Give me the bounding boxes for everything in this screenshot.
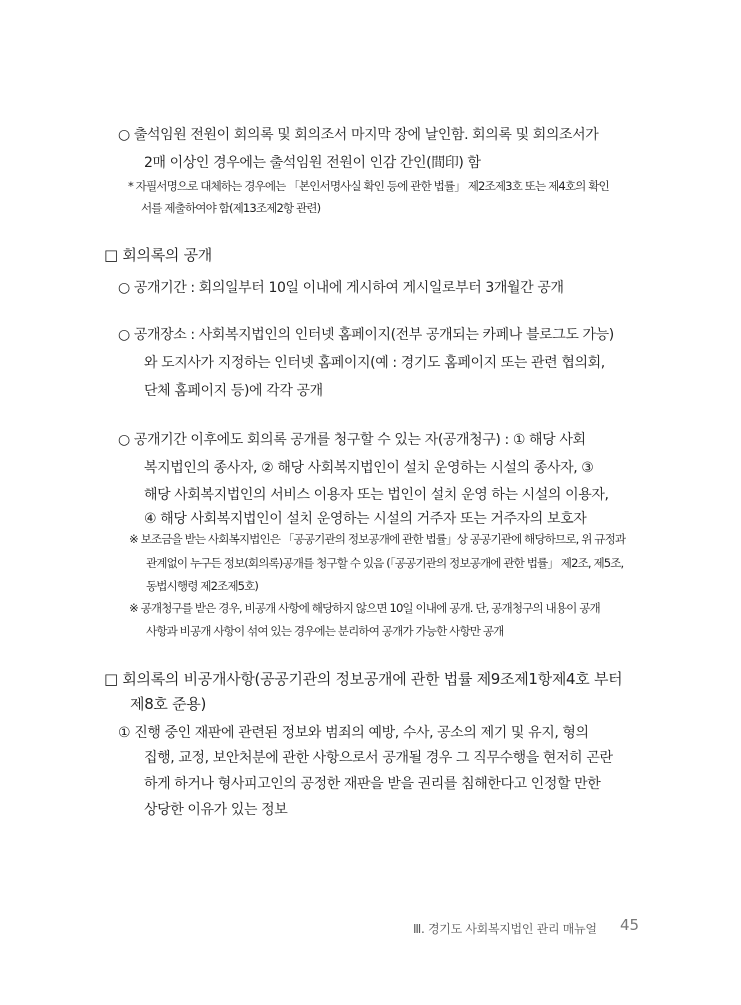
list-item-continuation: 복지법인의 종사자, ② 해당 사회복지법인이 설치 운영하는 시설의 종사자, ③ (144, 460, 594, 476)
list-item-continuation: ④ 해당 사회복지법인이 설치 운영하는 시설의 거주자 또는 거주자의 보호자 (144, 511, 587, 527)
list-item-continuation: 하게 하거나 형사피고인의 공정한 재판을 받을 권리를 침해한다고 인정할 만한 (144, 776, 601, 792)
note-line: 서를 제출하여야 함(제13조제2항 관련) (141, 201, 321, 215)
footer-title: Ⅲ. 경기도 사회복지법인 관리 매뉴얼 (413, 922, 597, 936)
paragraph-line: 2매 이상인 경우에는 출석임원 전원이 인감 간인(間印) 함 (144, 155, 481, 171)
note-line: 사항과 비공개 사항이 섞여 있는 경우에는 분리하여 공개가 가능한 사항만 공개 (146, 624, 504, 638)
page-number: 45 (620, 916, 640, 934)
list-item: ① 진행 중인 재판에 관련된 정보와 범죄의 예방, 수사, 공소의 제기 및 유지, 형의 (118, 725, 589, 741)
section-heading: □ 회의록의 비공개사항(공공기관의 정보공개에 관한 법률 제9조제1항제4호 부터 (104, 670, 623, 688)
list-item-continuation: 단체 홈페이지 등)에 각각 공개 (144, 383, 323, 399)
section-heading: □ 회의록의 공개 (104, 246, 212, 264)
list-item: ○ 공개기간 이후에도 회의록 공개를 청구할 수 있는 자(공개청구) : ① 해당 사회 (118, 432, 586, 448)
paragraph-line: ○ 출석임원 전원이 회의록 및 회의조서 마지막 장에 날인함. 회의록 및 회의조서가 (118, 127, 599, 143)
list-item-continuation: 해당 사회복지법인의 서비스 이용자 또는 법인이 설치 운영 하는 시설의 이용자, (144, 487, 609, 503)
list-item-continuation: 상당한 이유가 있는 정보 (144, 802, 288, 818)
note-line: 동법시행령 제2조제5호) (146, 579, 259, 593)
note-line: ※ 보조금을 받는 사회복지법인은 「공공기관의 정보공개에 관한 법률」상 공공기관에 해당하므로, 위 규정과 (129, 532, 626, 546)
section-heading-continuation: 제8호 준용) (130, 695, 207, 713)
note-line: * 자필서명으로 대체하는 경우에는 「본인서명사실 확인 등에 관한 법률」 제2조제3호 또는 제4호의 확인 (128, 179, 609, 193)
list-item: ○ 공개기간 : 회의일부터 10일 이내에 게시하여 게시일로부터 3개월간 공개 (118, 280, 564, 296)
note-line: ※ 공개청구를 받은 경우, 비공개 사항에 해당하지 않으면 10일 이내에 공개. 단, 공개청구의 내용이 공개 (129, 601, 600, 615)
list-item-continuation: 와 도지사가 지정하는 인터넷 홈페이지(예 : 경기도 홈페이지 또는 관련 협의회, (144, 355, 605, 371)
list-item-continuation: 집행, 교정, 보안처분에 관한 사항으로서 공개될 경우 그 직무수행을 현저히 곤란 (144, 750, 613, 766)
list-item: ○ 공개장소 : 사회복지법인의 인터넷 홈페이지(전부 공개되는 카페나 블로그도 가능) (118, 327, 614, 343)
note-line: 관계없이 누구든 정보(회의록)공개를 청구할 수 있음 (「공공기관의 정보공개에 관한 법률」 제2조, 제5조, (146, 556, 624, 570)
